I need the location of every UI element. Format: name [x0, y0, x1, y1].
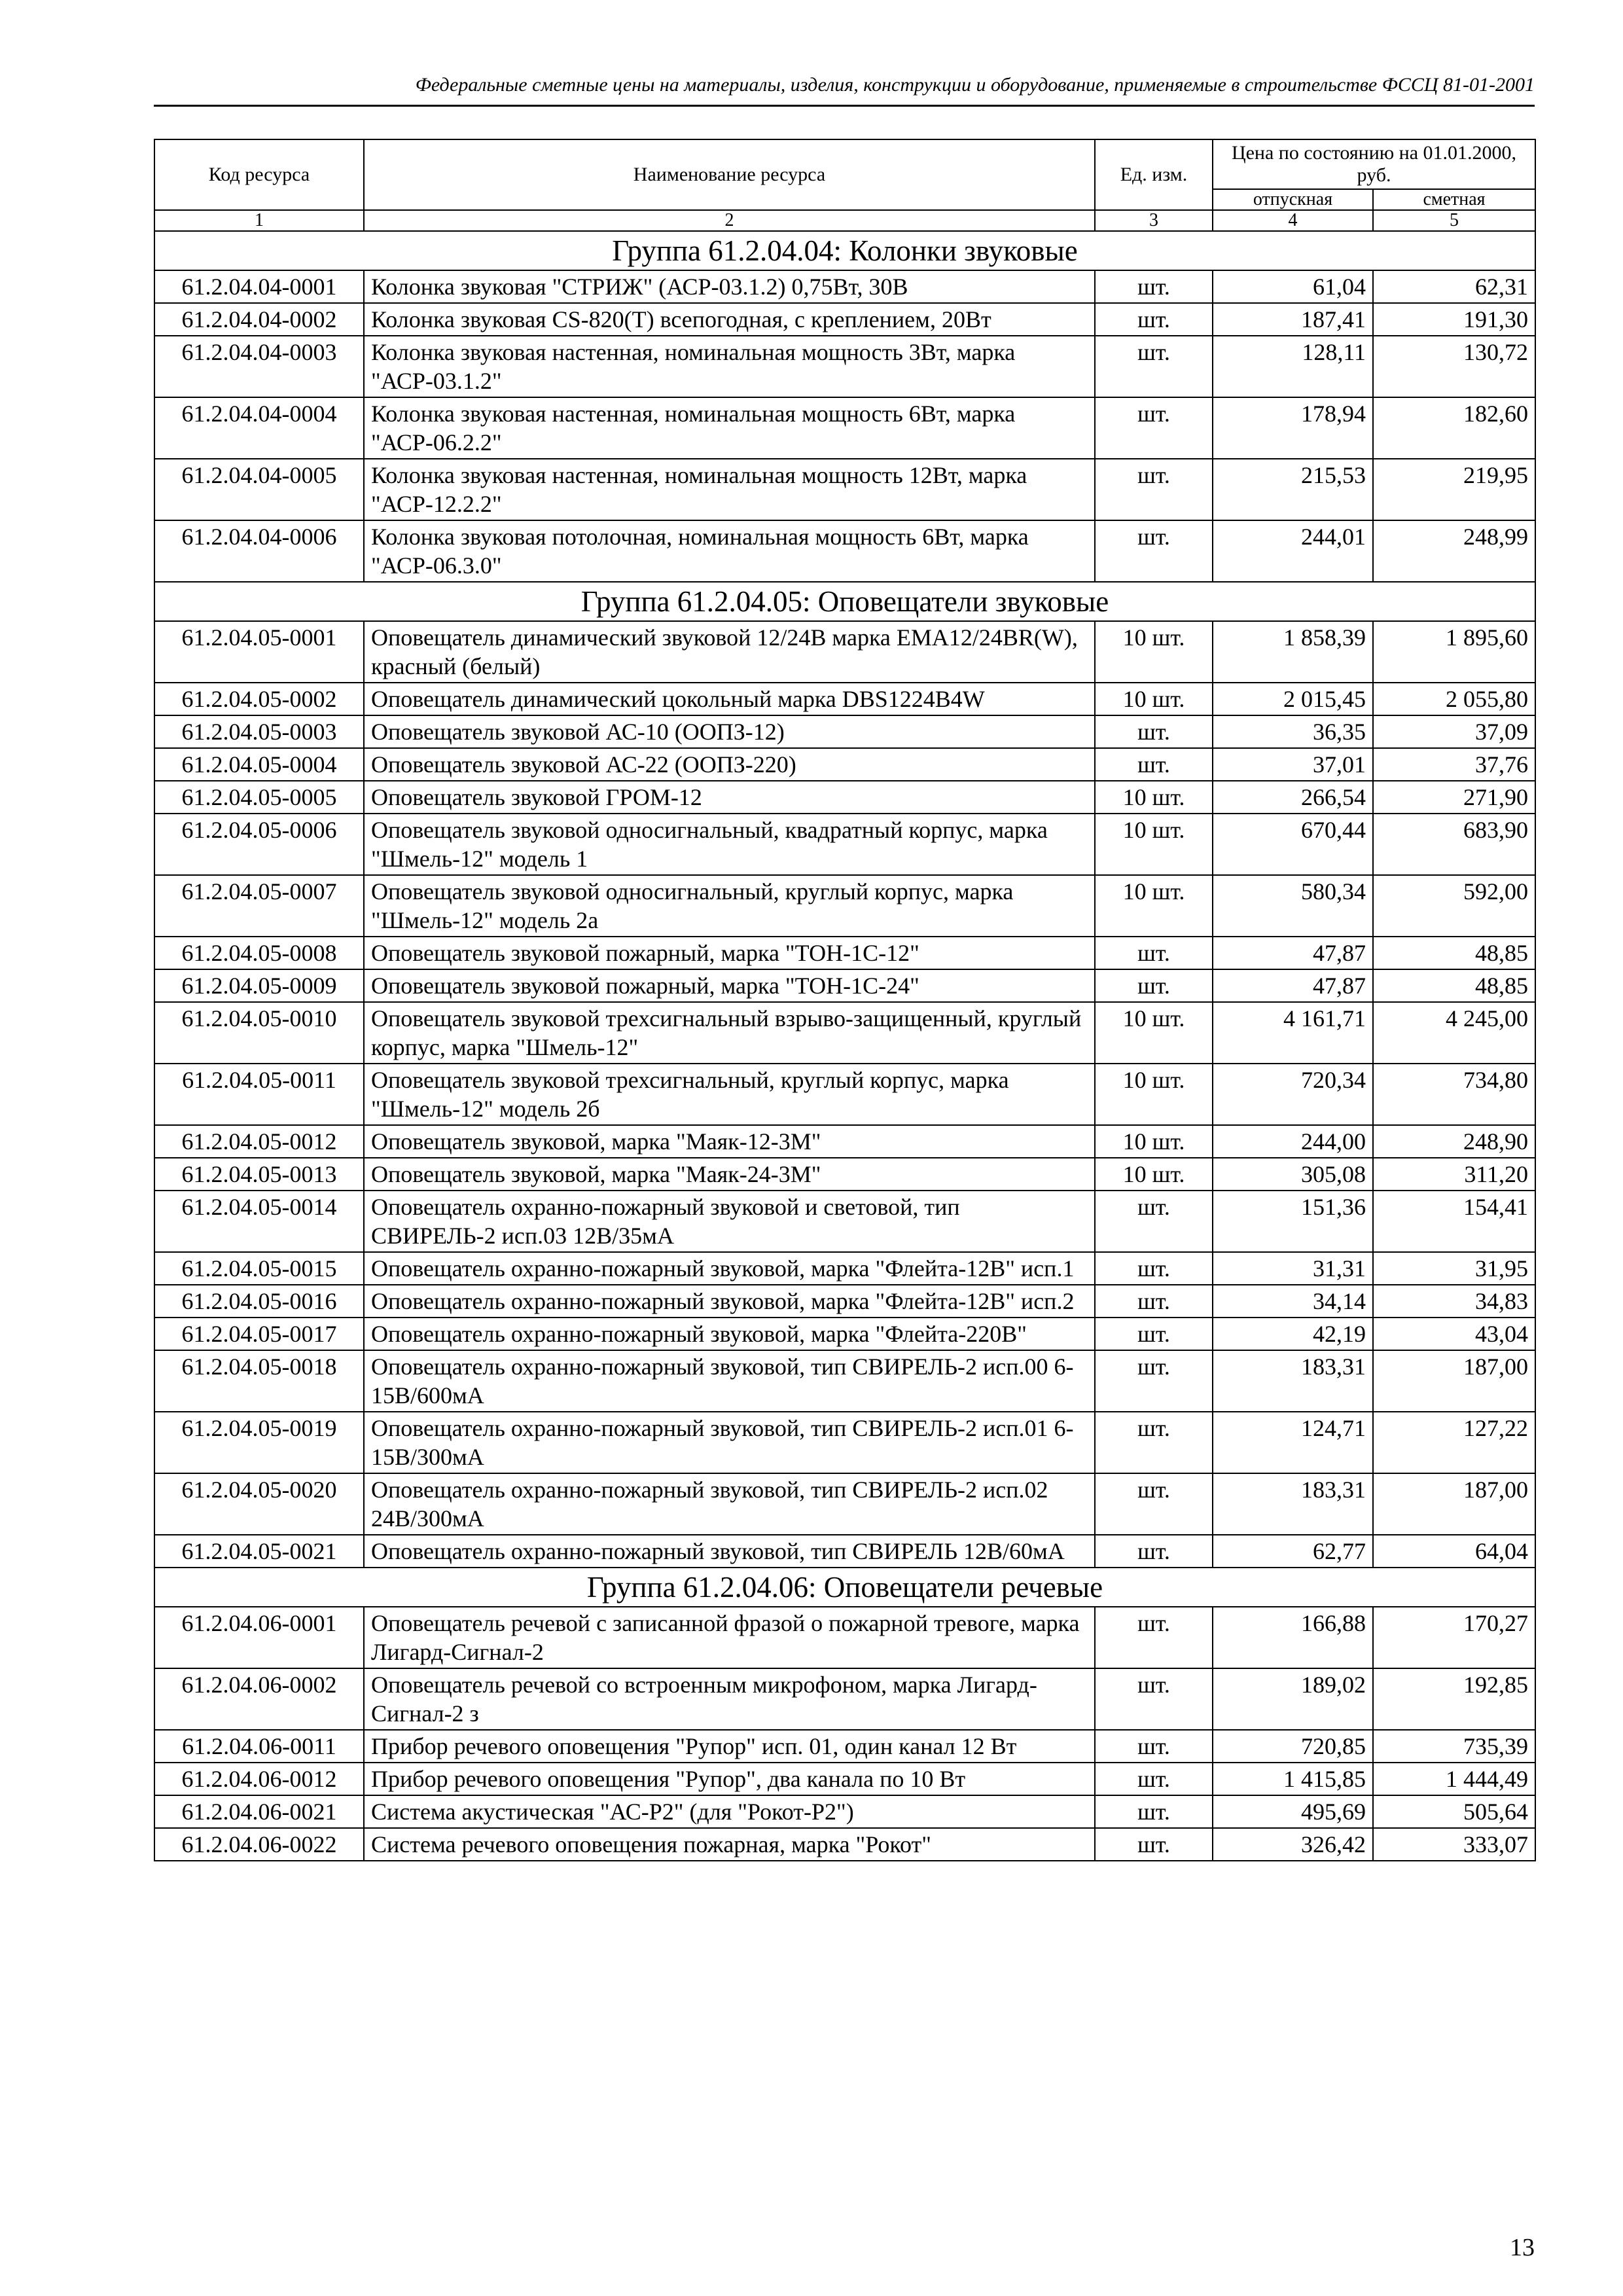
resource-code: 61.2.04.05-0013 — [154, 1158, 364, 1191]
release-price: 128,11 — [1213, 336, 1373, 397]
column-number: 2 — [364, 210, 1095, 231]
resource-code: 61.2.04.04-0005 — [154, 459, 364, 520]
resource-name: Система акустическая "АС-Р2" (для "Рокот-Р2") — [364, 1795, 1095, 1828]
estimate-price: 192,85 — [1373, 1668, 1535, 1730]
unit-of-measure: шт. — [1095, 969, 1213, 1002]
resource-code: 61.2.04.05-0003 — [154, 715, 364, 748]
table-row — [154, 1535, 1535, 1568]
unit-of-measure: 10 шт. — [1095, 1064, 1213, 1125]
estimate-price: 64,04 — [1373, 1535, 1535, 1568]
resource-code: 61.2.04.05-0001 — [154, 621, 364, 683]
table-row — [154, 1064, 1535, 1125]
resource-code: 61.2.04.05-0018 — [154, 1350, 364, 1412]
table-row — [154, 1191, 1535, 1252]
table-row — [154, 1285, 1535, 1318]
col-header-estimate: сметная — [1373, 189, 1535, 210]
release-price: 42,19 — [1213, 1318, 1373, 1350]
release-price: 183,31 — [1213, 1350, 1373, 1412]
estimate-price: 191,30 — [1373, 303, 1535, 336]
release-price: 670,44 — [1213, 814, 1373, 875]
unit-of-measure: 10 шт. — [1095, 683, 1213, 715]
unit-of-measure: шт. — [1095, 1191, 1213, 1252]
resource-code: 61.2.04.06-0001 — [154, 1607, 364, 1668]
resource-name: Оповещатель речевой со встроенным микрофоном, марка Лигард-Сигнал-2 з — [364, 1668, 1095, 1730]
group-header-row — [154, 582, 1535, 621]
resource-code: 61.2.04.05-0007 — [154, 875, 364, 937]
unit-of-measure: шт. — [1095, 1763, 1213, 1795]
price-table — [154, 139, 1536, 1861]
col-header-unit: Ед. изм. — [1095, 139, 1213, 210]
unit-of-measure: шт. — [1095, 270, 1213, 303]
resource-code: 61.2.04.05-0017 — [154, 1318, 364, 1350]
group-title: Группа 61.2.04.06: Оповещатели речевые — [154, 1568, 1535, 1607]
table-row — [154, 715, 1535, 748]
resource-name: Оповещатель охранно-пожарный звуковой, марка "Флейта-220В" — [364, 1318, 1095, 1350]
resource-code: 61.2.04.04-0004 — [154, 397, 364, 459]
release-price: 166,88 — [1213, 1607, 1373, 1668]
table-row — [154, 1730, 1535, 1763]
release-price: 720,85 — [1213, 1730, 1373, 1763]
release-price: 61,04 — [1213, 270, 1373, 303]
table-row — [154, 270, 1535, 303]
table-row — [154, 1412, 1535, 1473]
resource-code: 61.2.04.04-0003 — [154, 336, 364, 397]
table-row — [154, 1158, 1535, 1191]
estimate-price: 248,99 — [1373, 520, 1535, 582]
unit-of-measure: шт. — [1095, 397, 1213, 459]
estimate-price: 735,39 — [1373, 1730, 1535, 1763]
estimate-price: 311,20 — [1373, 1158, 1535, 1191]
resource-name: Оповещатель охранно-пожарный звуковой и световой, тип СВИРЕЛЬ-2 исп.03 12В/35мА — [364, 1191, 1095, 1252]
column-number: 1 — [154, 210, 364, 231]
resource-code: 61.2.04.05-0016 — [154, 1285, 364, 1318]
group-header-row — [154, 1568, 1535, 1607]
resource-name: Колонка звуковая настенная, номинальная мощность 6Вт, марка "АСР-06.2.2" — [364, 397, 1095, 459]
release-price: 305,08 — [1213, 1158, 1373, 1191]
unit-of-measure: шт. — [1095, 1252, 1213, 1285]
estimate-price: 48,85 — [1373, 937, 1535, 969]
table-row — [154, 1473, 1535, 1535]
estimate-price: 1 895,60 — [1373, 621, 1535, 683]
estimate-price: 683,90 — [1373, 814, 1535, 875]
resource-name: Колонка звуковая настенная, номинальная мощность 12Вт, марка "АСР-12.2.2" — [364, 459, 1095, 520]
release-price: 178,94 — [1213, 397, 1373, 459]
col-header-release: отпускная — [1213, 189, 1373, 210]
estimate-price: 31,95 — [1373, 1252, 1535, 1285]
unit-of-measure: 10 шт. — [1095, 621, 1213, 683]
resource-code: 61.2.04.05-0006 — [154, 814, 364, 875]
estimate-price: 187,00 — [1373, 1473, 1535, 1535]
release-price: 187,41 — [1213, 303, 1373, 336]
estimate-price: 43,04 — [1373, 1318, 1535, 1350]
resource-code: 61.2.04.05-0019 — [154, 1412, 364, 1473]
resource-name: Колонка звуковая потолочная, номинальная мощность 6Вт, марка "АСР-06.3.0" — [364, 520, 1095, 582]
unit-of-measure: шт. — [1095, 303, 1213, 336]
unit-of-measure: шт. — [1095, 748, 1213, 781]
unit-of-measure: шт. — [1095, 1350, 1213, 1412]
estimate-price: 219,95 — [1373, 459, 1535, 520]
resource-code: 61.2.04.05-0005 — [154, 781, 364, 814]
running-header: Федеральные сметные цены на материалы, изделия, конструкции и оборудование, применяемые в строительстве ФССЦ 81-01-2001 — [415, 74, 1535, 96]
resource-name: Оповещатель звуковой, марка "Маяк-12-3М" — [364, 1125, 1095, 1158]
unit-of-measure: 10 шт. — [1095, 781, 1213, 814]
table-row — [154, 814, 1535, 875]
unit-of-measure: шт. — [1095, 520, 1213, 582]
unit-of-measure: шт. — [1095, 336, 1213, 397]
resource-code: 61.2.04.05-0021 — [154, 1535, 364, 1568]
estimate-price: 170,27 — [1373, 1607, 1535, 1668]
group-title: Группа 61.2.04.04: Колонки звуковые — [154, 231, 1535, 270]
resource-name: Прибор речевого оповещения "Рупор" исп. 01, один канал 12 Вт — [364, 1730, 1095, 1763]
release-price: 244,00 — [1213, 1125, 1373, 1158]
resource-name: Система речевого оповещения пожарная, марка "Рокот" — [364, 1828, 1095, 1861]
estimate-price: 37,76 — [1373, 748, 1535, 781]
resource-name: Оповещатель охранно-пожарный звуковой, марка "Флейта-12В" исп.1 — [364, 1252, 1095, 1285]
table-row — [154, 520, 1535, 582]
resource-code: 61.2.04.05-0020 — [154, 1473, 364, 1535]
release-price: 62,77 — [1213, 1535, 1373, 1568]
release-price: 495,69 — [1213, 1795, 1373, 1828]
resource-name: Оповещатель звуковой трехсигнальный, круглый корпус, марка "Шмель-12" модель 2б — [364, 1064, 1095, 1125]
col-header-price: Цена по состоянию на 01.01.2000, руб. — [1213, 139, 1535, 189]
release-price: 36,35 — [1213, 715, 1373, 748]
table-row — [154, 1350, 1535, 1412]
header-rule — [154, 105, 1535, 107]
estimate-price: 34,83 — [1373, 1285, 1535, 1318]
estimate-price: 271,90 — [1373, 781, 1535, 814]
release-price: 266,54 — [1213, 781, 1373, 814]
resource-name: Оповещатель речевой с записанной фразой о пожарной тревоге, марка Лигард-Сигнал-2 — [364, 1607, 1095, 1668]
column-number: 5 — [1373, 210, 1535, 231]
resource-code: 61.2.04.05-0012 — [154, 1125, 364, 1158]
release-price: 720,34 — [1213, 1064, 1373, 1125]
resource-name: Оповещатель охранно-пожарный звуковой, тип СВИРЕЛЬ-2 исп.01 6-15В/300мА — [364, 1412, 1095, 1473]
estimate-price: 48,85 — [1373, 969, 1535, 1002]
estimate-price: 62,31 — [1373, 270, 1535, 303]
unit-of-measure: шт. — [1095, 1318, 1213, 1350]
estimate-price: 182,60 — [1373, 397, 1535, 459]
resource-code: 61.2.04.04-0001 — [154, 270, 364, 303]
unit-of-measure: шт. — [1095, 1535, 1213, 1568]
release-price: 326,42 — [1213, 1828, 1373, 1861]
group-header-row — [154, 231, 1535, 270]
release-price: 34,14 — [1213, 1285, 1373, 1318]
table-row — [154, 303, 1535, 336]
resource-name: Оповещатель звуковой трехсигнальный взрыво-защищенный, круглый корпус, марка "Шмель-12" — [364, 1002, 1095, 1064]
resource-name: Колонка звуковая настенная, номинальная мощность 3Вт, марка "АСР-03.1.2" — [364, 336, 1095, 397]
estimate-price: 505,64 — [1373, 1795, 1535, 1828]
unit-of-measure: шт. — [1095, 1730, 1213, 1763]
table-row — [154, 621, 1535, 683]
estimate-price: 248,90 — [1373, 1125, 1535, 1158]
estimate-price: 4 245,00 — [1373, 1002, 1535, 1064]
table-row — [154, 1607, 1535, 1668]
release-price: 31,31 — [1213, 1252, 1373, 1285]
estimate-price: 154,41 — [1373, 1191, 1535, 1252]
estimate-price: 734,80 — [1373, 1064, 1535, 1125]
unit-of-measure: 10 шт. — [1095, 875, 1213, 937]
resource-code: 61.2.04.06-0012 — [154, 1763, 364, 1795]
release-price: 124,71 — [1213, 1412, 1373, 1473]
resource-code: 61.2.04.05-0009 — [154, 969, 364, 1002]
table-row — [154, 1763, 1535, 1795]
release-price: 1 858,39 — [1213, 621, 1373, 683]
resource-code: 61.2.04.05-0008 — [154, 937, 364, 969]
resource-name: Оповещатель звуковой ГРОМ-12 — [364, 781, 1095, 814]
resource-code: 61.2.04.05-0014 — [154, 1191, 364, 1252]
estimate-price: 187,00 — [1373, 1350, 1535, 1412]
resource-code: 61.2.04.06-0022 — [154, 1828, 364, 1861]
unit-of-measure: 10 шт. — [1095, 814, 1213, 875]
unit-of-measure: шт. — [1095, 1795, 1213, 1828]
col-header-code: Код ресурса — [154, 139, 364, 210]
table-row — [154, 683, 1535, 715]
table-row — [154, 1795, 1535, 1828]
table-row — [154, 336, 1535, 397]
column-number-row — [154, 210, 1535, 231]
release-price: 2 015,45 — [1213, 683, 1373, 715]
column-number: 4 — [1213, 210, 1373, 231]
resource-code: 61.2.04.05-0004 — [154, 748, 364, 781]
table-row — [154, 1668, 1535, 1730]
resource-code: 61.2.04.04-0002 — [154, 303, 364, 336]
unit-of-measure: 10 шт. — [1095, 1125, 1213, 1158]
resource-name: Оповещатель охранно-пожарный звуковой, тип СВИРЕЛЬ-2 исп.00 6-15В/600мА — [364, 1350, 1095, 1412]
resource-code: 61.2.04.06-0002 — [154, 1668, 364, 1730]
table-row — [154, 969, 1535, 1002]
resource-name: Оповещатель охранно-пожарный звуковой, марка "Флейта-12В" исп.2 — [364, 1285, 1095, 1318]
table-row — [154, 1002, 1535, 1064]
release-price: 4 161,71 — [1213, 1002, 1373, 1064]
resource-name: Оповещатель звуковой односигнальный, квадратный корпус, марка "Шмель-12" модель 1 — [364, 814, 1095, 875]
resource-name: Оповещатель звуковой односигнальный, круглый корпус, марка "Шмель-12" модель 2а — [364, 875, 1095, 937]
page-number: 13 — [1510, 2234, 1535, 2261]
table-row — [154, 459, 1535, 520]
resource-name: Оповещатель динамический цокольный марка DBS1224B4W — [364, 683, 1095, 715]
resource-name: Колонка звуковая "СТРИЖ" (АСР-03.1.2) 0,75Вт, 30В — [364, 270, 1095, 303]
resource-code: 61.2.04.05-0010 — [154, 1002, 364, 1064]
estimate-price: 130,72 — [1373, 336, 1535, 397]
release-price: 47,87 — [1213, 969, 1373, 1002]
group-title: Группа 61.2.04.05: Оповещатели звуковые — [154, 582, 1535, 621]
table-row — [154, 397, 1535, 459]
table-row — [154, 937, 1535, 969]
estimate-price: 37,09 — [1373, 715, 1535, 748]
estimate-price: 127,22 — [1373, 1412, 1535, 1473]
resource-name: Оповещатель звуковой пожарный, марка "ТОН-1С-24" — [364, 969, 1095, 1002]
release-price: 183,31 — [1213, 1473, 1373, 1535]
table-row — [154, 748, 1535, 781]
table-row — [154, 1252, 1535, 1285]
resource-code: 61.2.04.06-0021 — [154, 1795, 364, 1828]
col-header-name: Наименование ресурса — [364, 139, 1095, 210]
table-body — [154, 231, 1535, 1861]
resource-code: 61.2.04.05-0002 — [154, 683, 364, 715]
resource-name: Оповещатель динамический звуковой 12/24В марка EMA12/24BR(W), красный (белый) — [364, 621, 1095, 683]
unit-of-measure: шт. — [1095, 1412, 1213, 1473]
resource-name: Оповещатель звуковой АС-10 (ООПЗ-12) — [364, 715, 1095, 748]
estimate-price: 1 444,49 — [1373, 1763, 1535, 1795]
unit-of-measure: шт. — [1095, 715, 1213, 748]
release-price: 244,01 — [1213, 520, 1373, 582]
resource-code: 61.2.04.05-0011 — [154, 1064, 364, 1125]
resource-code: 61.2.04.06-0011 — [154, 1730, 364, 1763]
resource-name: Оповещатель звуковой АС-22 (ООПЗ-220) — [364, 748, 1095, 781]
release-price: 189,02 — [1213, 1668, 1373, 1730]
resource-name: Оповещатель звуковой пожарный, марка "ТОН-1С-12" — [364, 937, 1095, 969]
resource-name: Колонка звуковая CS-820(T) всепогодная, с креплением, 20Вт — [364, 303, 1095, 336]
unit-of-measure: шт. — [1095, 1668, 1213, 1730]
unit-of-measure: шт. — [1095, 1828, 1213, 1861]
unit-of-measure: 10 шт. — [1095, 1002, 1213, 1064]
release-price: 580,34 — [1213, 875, 1373, 937]
unit-of-measure: шт. — [1095, 937, 1213, 969]
table-row — [154, 1318, 1535, 1350]
resource-name: Оповещатель охранно-пожарный звуковой, тип СВИРЕЛЬ 12В/60мА — [364, 1535, 1095, 1568]
unit-of-measure: шт. — [1095, 1607, 1213, 1668]
table-row — [154, 781, 1535, 814]
release-price: 151,36 — [1213, 1191, 1373, 1252]
resource-code: 61.2.04.05-0015 — [154, 1252, 364, 1285]
estimate-price: 2 055,80 — [1373, 683, 1535, 715]
release-price: 37,01 — [1213, 748, 1373, 781]
estimate-price: 333,07 — [1373, 1828, 1535, 1861]
release-price: 1 415,85 — [1213, 1763, 1373, 1795]
table-row — [154, 875, 1535, 937]
unit-of-measure: 10 шт. — [1095, 1158, 1213, 1191]
table-row — [154, 1125, 1535, 1158]
resource-name: Оповещатель звуковой, марка "Маяк-24-3М" — [364, 1158, 1095, 1191]
unit-of-measure: шт. — [1095, 1285, 1213, 1318]
unit-of-measure: шт. — [1095, 1473, 1213, 1535]
release-price: 47,87 — [1213, 937, 1373, 969]
estimate-price: 592,00 — [1373, 875, 1535, 937]
column-number: 3 — [1095, 210, 1213, 231]
release-price: 215,53 — [1213, 459, 1373, 520]
resource-name: Прибор речевого оповещения "Рупор", два канала по 10 Вт — [364, 1763, 1095, 1795]
unit-of-measure: шт. — [1095, 459, 1213, 520]
resource-name: Оповещатель охранно-пожарный звуковой, тип СВИРЕЛЬ-2 исп.02 24В/300мА — [364, 1473, 1095, 1535]
table-row — [154, 1828, 1535, 1861]
resource-code: 61.2.04.04-0006 — [154, 520, 364, 582]
